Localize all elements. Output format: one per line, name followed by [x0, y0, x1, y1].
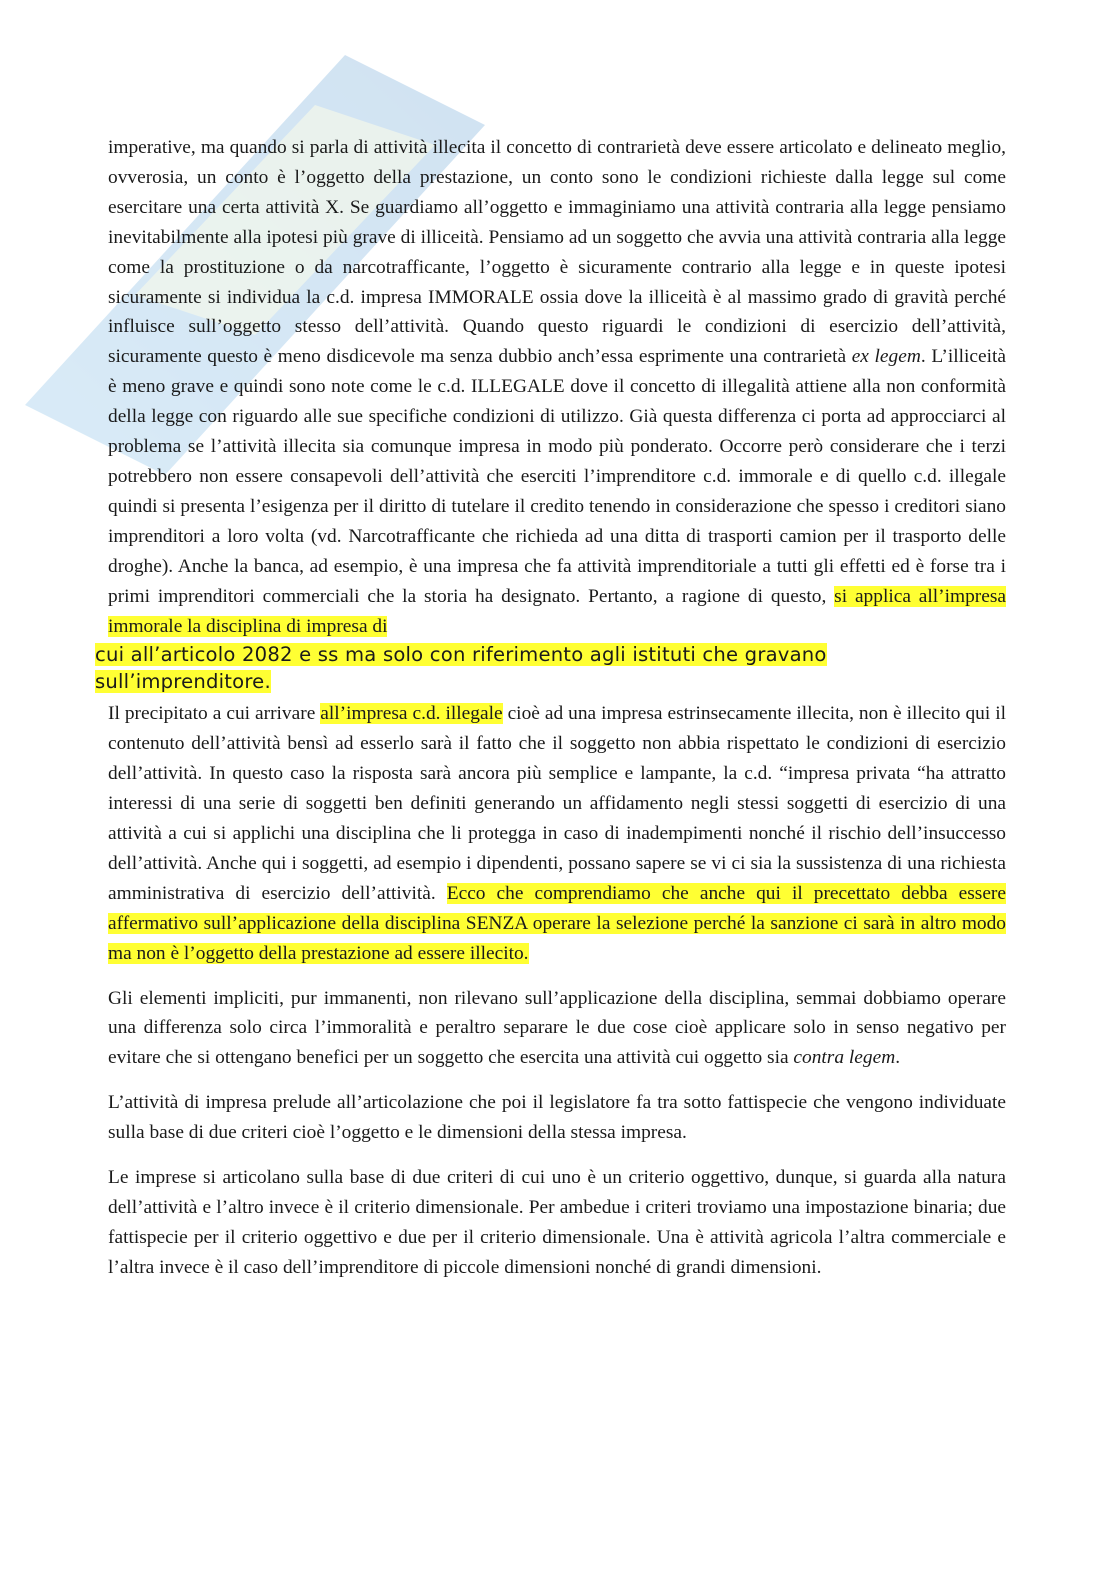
paragraph-attivita-impresa: L’attività di impresa prelude all’articolazione che poi il legislatore fa tra sotto fattispecie che vengono individuate sulla base di due criteri cioè l’oggetto e le dimensioni della stessa impresa. [108, 1092, 1006, 1144]
document-body [95, 133, 1006, 1283]
paragraph-articolo-2082: cui all’articolo 2082 e ss ma solo con riferimento agli istituti che gravano sull’imprenditore. [95, 643, 827, 694]
highlight-illegale: all’impresa c.d. illegale [320, 703, 503, 725]
paragraph-impresa-illegale: Il precipitato a cui arrivare all’impresa c.d. illegale cioè ad una impresa estrinsecamente illecita, non è illecito qui il contenuto dell’attività bensì ad esserlo sarà il fatto che il soggetto non abbia rispettato le condizioni di esercizio dell’attività. In questo caso la risposta sarà ancora più semplice e lampante, la c.d. “impresa privata “ha attratto interessi di una serie di soggetti ben definiti generando un affidamento negli stessi soggetti di esercizio di una attività a cui si applichi una disciplina che li protegga in caso di inadempimenti nonché il rischio dell’insuccesso dell’attività. Anche qui i soggetti, ad esempio i dipendenti, possano sapere se vi ci sia la sussistenza di una richiesta amministrativa di esercizio dell’attività. Ecco che comprendiamo che anche qui il precettato debba essere affermativo sull’applicazione della disciplina SENZA operare la selezione perché la sanzione ci sarà in altro modo ma non è l’oggetto della prestazione ad essere illecito. [108, 703, 1006, 964]
paragraph-impresa-immorale: imperative, ma quando si parla di attività illecita il concetto di contrarietà deve essere articolato e delineato meglio, ovverosia, un conto è l’oggetto della prestazione, un conto sono le condizioni richieste dalla legge sul come esercitare una certa attività X. Se guardiamo all’oggetto e immaginiamo una attività contraria alla legge pensiamo inevitabilmente alla ipotesi più grave di illiceità. Pensiamo ad un soggetto che avvia una attività contraria alla legge come la prostituzione o da narcotrafficante, l’oggetto è sicuramente contrario alla legge e in queste ipotesi sicuramente si individua la c.d. impresa IMMORALE ossia dove la illiceità è al massimo grado di gravità perché influisce sull’oggetto stesso dell’attività. Quando questo riguardi le condizioni di esercizio dell’attività, sicuramente questo è meno disdicevole ma senza dubbio anch’essa esprimente una contrarietà ex legem. L’illiceità è meno grave e quindi sono note come le c.d. ILLEGALE dove il concetto di illegalità attiene alla non conformità della legge con riguardo alle sue specifiche condizioni di utilizzo. Già questa differenza ci porta ad approcciarci al problema se l’attività illecita sia comunque impresa in modo più ponderato. Occorre però considerare che i terzi potrebbero non essere consapevoli dell’attività che eserciti l’imprenditore c.d. immorale e di quello c.d. illegale quindi si presenta l’esigenza per il diritto di tutelare il credito tenendo in considerazione che spesso i creditori siano imprenditori a loro volta (vd. Narcotrafficante che richieda ad una ditta di trasporti camion per il trasporto delle droghe). Anche la banca, ad esempio, è una impresa che fa attività imprenditoriale a tutti gli effetti ed è forse tra i primi imprenditori commerciali che la storia ha designato. Pertanto, a ragione di questo, si applica all’impresa immorale la disciplina di impresa di [108, 137, 1006, 637]
paragraph-elementi-impliciti: Gli elementi impliciti, pur immanenti, non rilevano sull’applicazione della disciplina, semmai dobbiamo operare una differenza solo circa l’immoralità e peraltro separare le due cose cioè applicare solo in senso negativo per evitare che si ottengano benefici per un soggetto che esercita una attività cui oggetto sia contra legem. [108, 987, 1006, 1069]
highlight-immorale: si applica all’impresa immorale la disciplina di impresa di [108, 585, 1006, 637]
highlight-precettato: Ecco che comprendiamo che anche qui il precettato debba essere affermativo sull’applicazione della disciplina SENZA operare la selezione perché la sanzione ci sarà in altro modo ma non è l’oggetto della prestazione ad essere illecito. [108, 882, 1006, 964]
paragraph-criteri: Le imprese si articolano sulla base di due criteri di cui uno è un criterio oggettivo, dunque, si guarda alla natura dell’attività e l’altro invece è il criterio dimensionale. Per ambedue i criteri troviamo una impostazione binaria; due fattispecie per il criterio oggettivo e due per il criterio dimensionale. Una è attività agricola l’altra commerciale e l’altra invece è il caso dell’imprenditore di piccole dimensioni nonché di grandi dimensioni. [108, 1167, 1006, 1278]
